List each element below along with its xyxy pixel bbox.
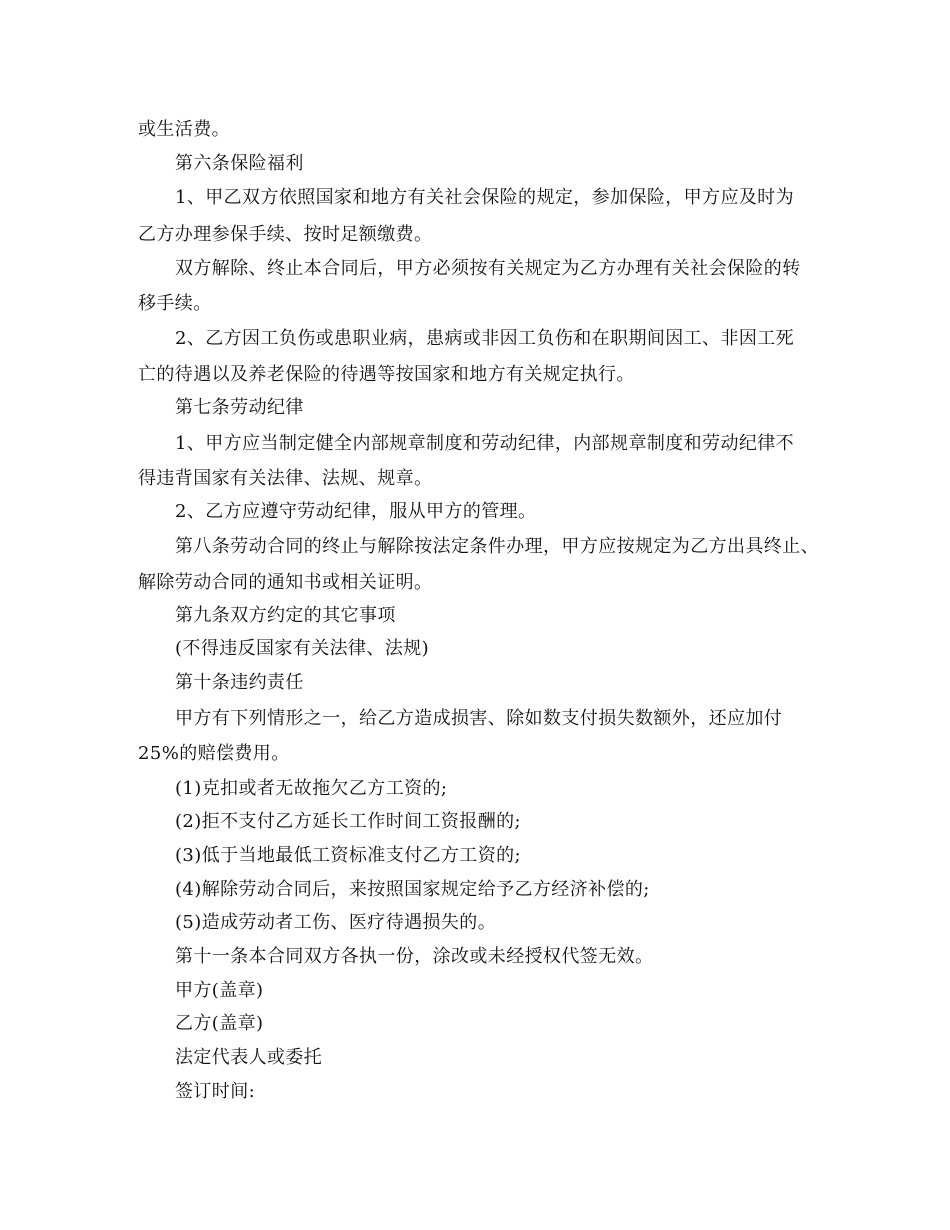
text-line: 双方解除、终止本合同后，甲方必须按有关规定为乙方办理有关社会保险的转: [175, 258, 801, 279]
text-line: 或生活费。: [138, 119, 230, 140]
section-heading: 第九条双方约定的其它事项: [175, 605, 396, 626]
text-line: 移手续。: [138, 293, 212, 314]
text-line: 解除劳动合同的通知书或相关证明。: [138, 572, 433, 593]
list-item: (5)造成劳动者工伤、医疗待遇损失的。: [175, 912, 497, 933]
list-item: (3)低于当地最低工资标准支付乙方工资的;: [175, 845, 521, 866]
section-heading: 第十条违约责任: [175, 672, 304, 693]
list-item: (4)解除劳动合同后，来按照国家规定给予乙方经济补偿的;: [175, 879, 650, 900]
text-line: 1、甲乙双方依照国家和地方有关社会保险的规定，参加保险，甲方应及时为: [175, 187, 795, 208]
section-heading: 第八条劳动合同的终止与解除按法定条件办理，甲方应按规定为乙方出具终止、: [175, 536, 819, 557]
text-line: 亡的待遇以及养老保险的待遇等按国家和地方有关规定执行。: [138, 364, 635, 385]
section-heading: 第六条保险福利: [175, 153, 304, 174]
text-line: 得违背国家有关法律、法规、规章。: [138, 468, 433, 489]
list-item: (1)克扣或者无故拖欠乙方工资的;: [175, 778, 448, 799]
text-line: 乙方办理参保手续、按时足额缴费。: [138, 224, 433, 245]
signature-field: 法定代表人或委托: [175, 1047, 323, 1068]
signature-field: 乙方(盖章): [175, 1013, 264, 1034]
signature-field: 甲方(盖章): [175, 980, 264, 1001]
section-heading: 第十一条本合同双方各执一份，涂改或未经授权代签无效。: [175, 946, 654, 967]
section-heading: 第七条劳动纪律: [175, 397, 304, 418]
text-line: 1、甲方应当制定健全内部规章制度和劳动纪律，内部规章制度和劳动纪律不: [175, 433, 795, 454]
list-item: (2)拒不支付乙方延长工作时间工资报酬的;: [175, 811, 521, 832]
date-field: 签订时间:: [175, 1081, 256, 1102]
text-line: 2、乙方因工负伤或患职业病，患病或非因工负伤和在职期间因工、非因工死: [175, 328, 795, 349]
text-line: 25%的赔偿费用。: [138, 743, 290, 764]
text-line: 甲方有下列情形之一，给乙方造成损害、除如数支付损失数额外，还应加付: [175, 708, 783, 729]
text-line: 2、乙方应遵守劳动纪律，服从甲方的管理。: [175, 501, 537, 522]
text-line: (不得违反国家有关法律、法规): [175, 638, 430, 659]
